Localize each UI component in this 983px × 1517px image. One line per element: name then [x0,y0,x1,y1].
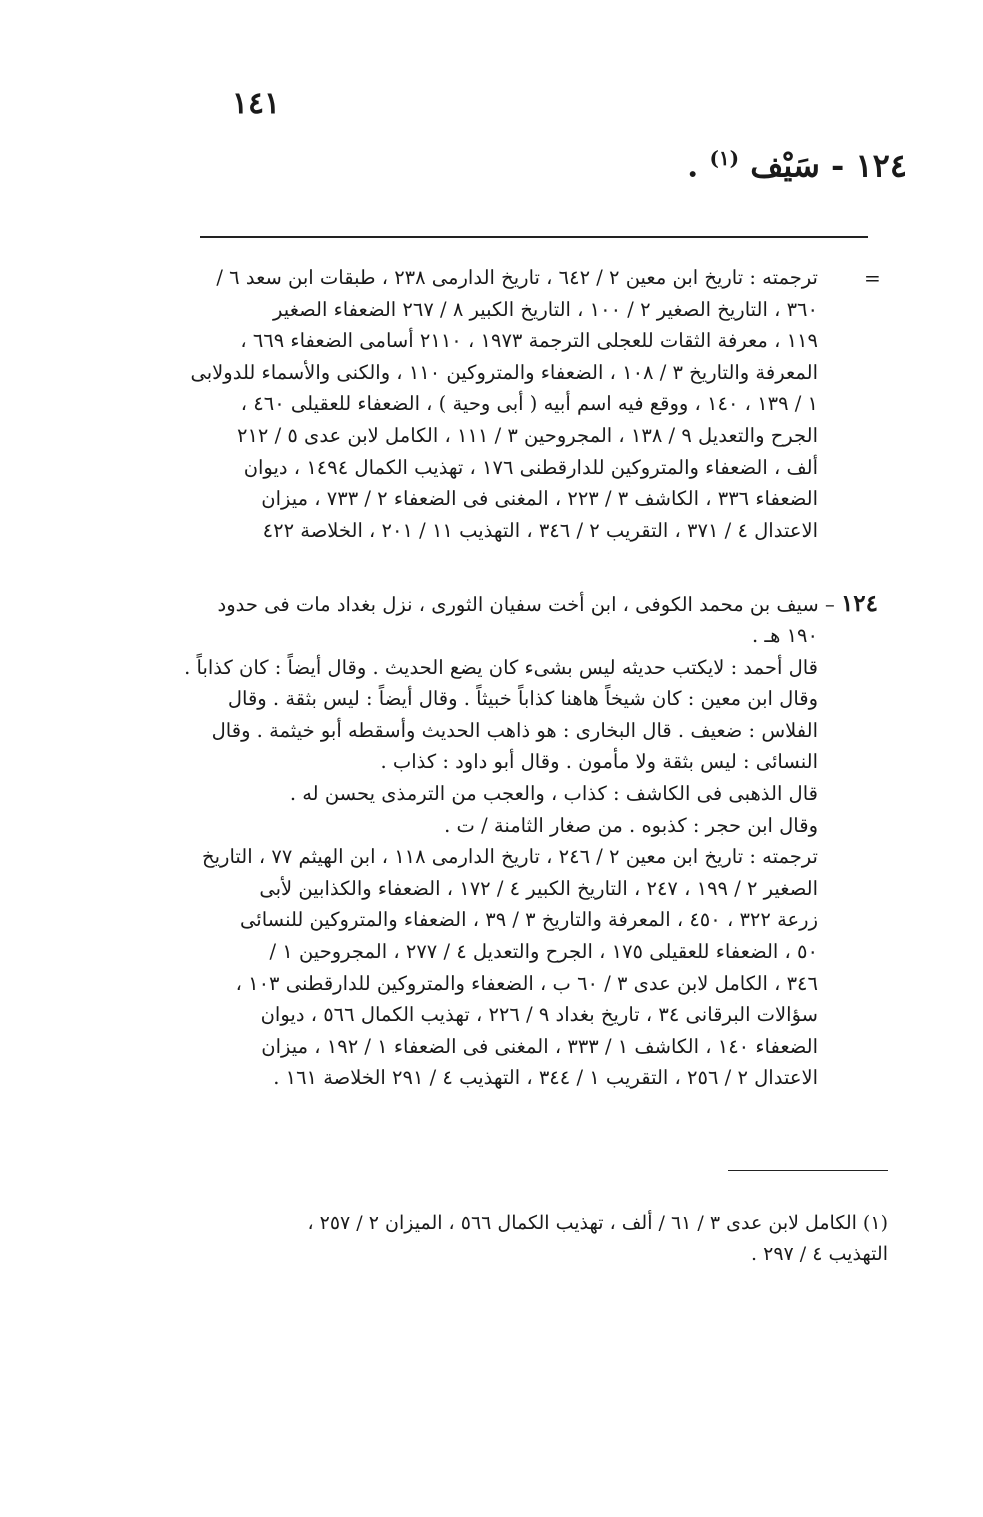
source-line: الضعفاء ١٤٠ ، الكاشف ١ / ٣٣٣ ، المغنى فى الضعفاء ١ / ١٩٢ ، ميزان [261,1034,818,1058]
source-line: الاعتدال ٢ / ٢٥٦ ، التقريب ١ / ٣٤٤ ، التهذيب ٤ / ٢٩١ الخلاصة ١٦١ . [273,1066,818,1090]
statement-line: الفلاس : ضعيف . قال البخارى : هو ذاهب الحديث وأسقطه أبو خيثمة . وقال [211,718,818,742]
statement-line: قال الذهبى فى الكاشف : كذاب ، والعجب من الترمذى يحسن له . [289,781,818,805]
source-line: ١ / ١٣٩ ، ١٤٠ ، ووقع فيه اسم أبيه ( أبى وحية ) ، الضعفاء للعقيلى ٤٦٠ ، [240,392,818,416]
statement-line: وقال ابن معين : كان شيخاً هاهنا كذاباً خبيثاً . وقال أيضاً : ليس بثقة . وقال [227,687,818,711]
footnote-line: (١) الكامل لابن عدى ٣ / ٦١ / ألف ، تهذيب الكمال ٥٦٦ ، الميزان ٢ / ٢٥٧ ، [307,1212,888,1234]
entry-dash: – [824,593,835,616]
source-line: ٣٤٦ ، الكامل لابن عدى ٣ / ٦٠ ب ، الضعفاء والمتروكين للدارقطنى ١٠٣ ، [235,971,818,995]
source-line: المعرفة والتاريخ ٣ / ١٠٨ ، الضعفاء والمتروكين ١١٠ ، والكنى والأسماء للدولابى [190,360,818,384]
footnote-line: التهذيب ٤ / ٢٩٧ . [751,1243,888,1265]
entry-text: ١٩٠ هـ . [751,624,818,647]
source-line: ٣٦٠ ، التاريخ الصغير ٢ / ١٠٠ ، التاريخ الكبير ٨ / ٢٦٧ الضعفاء الصغير [273,297,818,321]
header-rule [200,236,868,238]
source-line: ترجمته : تاريخ ابن معين ٢ / ٦٤٢ ، تاريخ الدارمى ٢٣٨ ، طبقات ابن سعد ٦ / [216,266,818,289]
previous-entry-sources [118,262,818,546]
source-line: زرعة ٣٢٢ ، ٤٥٠ ، المعرفة والتاريخ ٣ / ٣٩ ، الضعفاء والمتروكين للنسائى [240,908,818,932]
footnote [118,1208,888,1270]
statement-line: قال أحمد : لايكتب حديثه ليس بشىء كان يضع الحديث . وقال أيضاً : كان كذاباً . [184,655,818,679]
footnote-ref: (١) [709,146,740,170]
source-line: الاعتدال ٤ / ٣٧١ ، التقريب ٢ / ٣٤٦ ، التهذيب ١١ / ٢٠١ ، الخلاصة ٤٢٢ [262,518,818,542]
source-line: الجرح والتعديل ٩ / ١٣٨ ، المجروحين ٣ / ١١١ ، الكامل لابن عدى ٥ / ٢١٢ [236,423,818,447]
page-number: ١٤١ [231,86,281,121]
source-line: الضعفاء ٣٣٦ ، الكاشف ٣ / ٢٢٣ ، المغنى فى الضعفاء ٢ / ٧٣٣ ، ميزان [261,487,818,511]
statement-line: النسائى : ليس بثقة ولا مأمون . وقال أبو داود : كذاب . [380,750,818,774]
entry-heading [687,146,907,185]
source-line: سؤالات البرقانى ٣٤ ، تاريخ بغداد ٩ / ٢٢٦ ، تهذيب الكمال ٥٦٦ ، ديوان [260,1003,818,1027]
continuation-mark: = [864,266,881,290]
heading-title: ١٢٤ - سَيْف [750,146,907,185]
source-line: ٥٠ ، الضعفاء للعقيلى ١٧٥ ، الجرح والتعديل ٤ / ٢٧٧ ، المجروحين ١ / [269,939,818,963]
source-line: الصغير ٢ / ١٩٩ ، ٢٤٧ ، التاريخ الكبير ٤ / ١٧٢ ، الضعفاء والكذابين لأبى [259,876,818,900]
source-line: ألف ، الضعفاء والمتروكين للدارقطنى ١٧٦ ، تهذيب الكمال ١٤٩٤ ، ديوان [243,455,818,479]
entry-text: سيف بن محمد الكوفى ، ابن أخت سفيان الثورى ، نزل بغداد مات فى حدود [217,593,819,616]
source-line: ترجمته : تاريخ ابن معين ٢ / ٢٤٦ ، تاريخ الدارمى ١١٨ ، ابن الهيثم ٧٧ ، التاريخ [202,845,818,869]
heading-end: . [687,146,699,185]
entry-number: ١٢٤ [840,590,878,617]
statement-line: وقال ابن حجر : كذبوه . من صغار الثامنة / ت . [444,813,818,837]
footnote-rule [728,1170,888,1171]
entry-first-line [118,588,878,621]
source-line: ١١٩ ، معرفة الثقات للعجلى الترجمة ١٩٧٣ ، ٢١١٠ أسامى الضعفاء ٦٦٩ ، [240,329,818,353]
entry-body [118,620,818,1094]
